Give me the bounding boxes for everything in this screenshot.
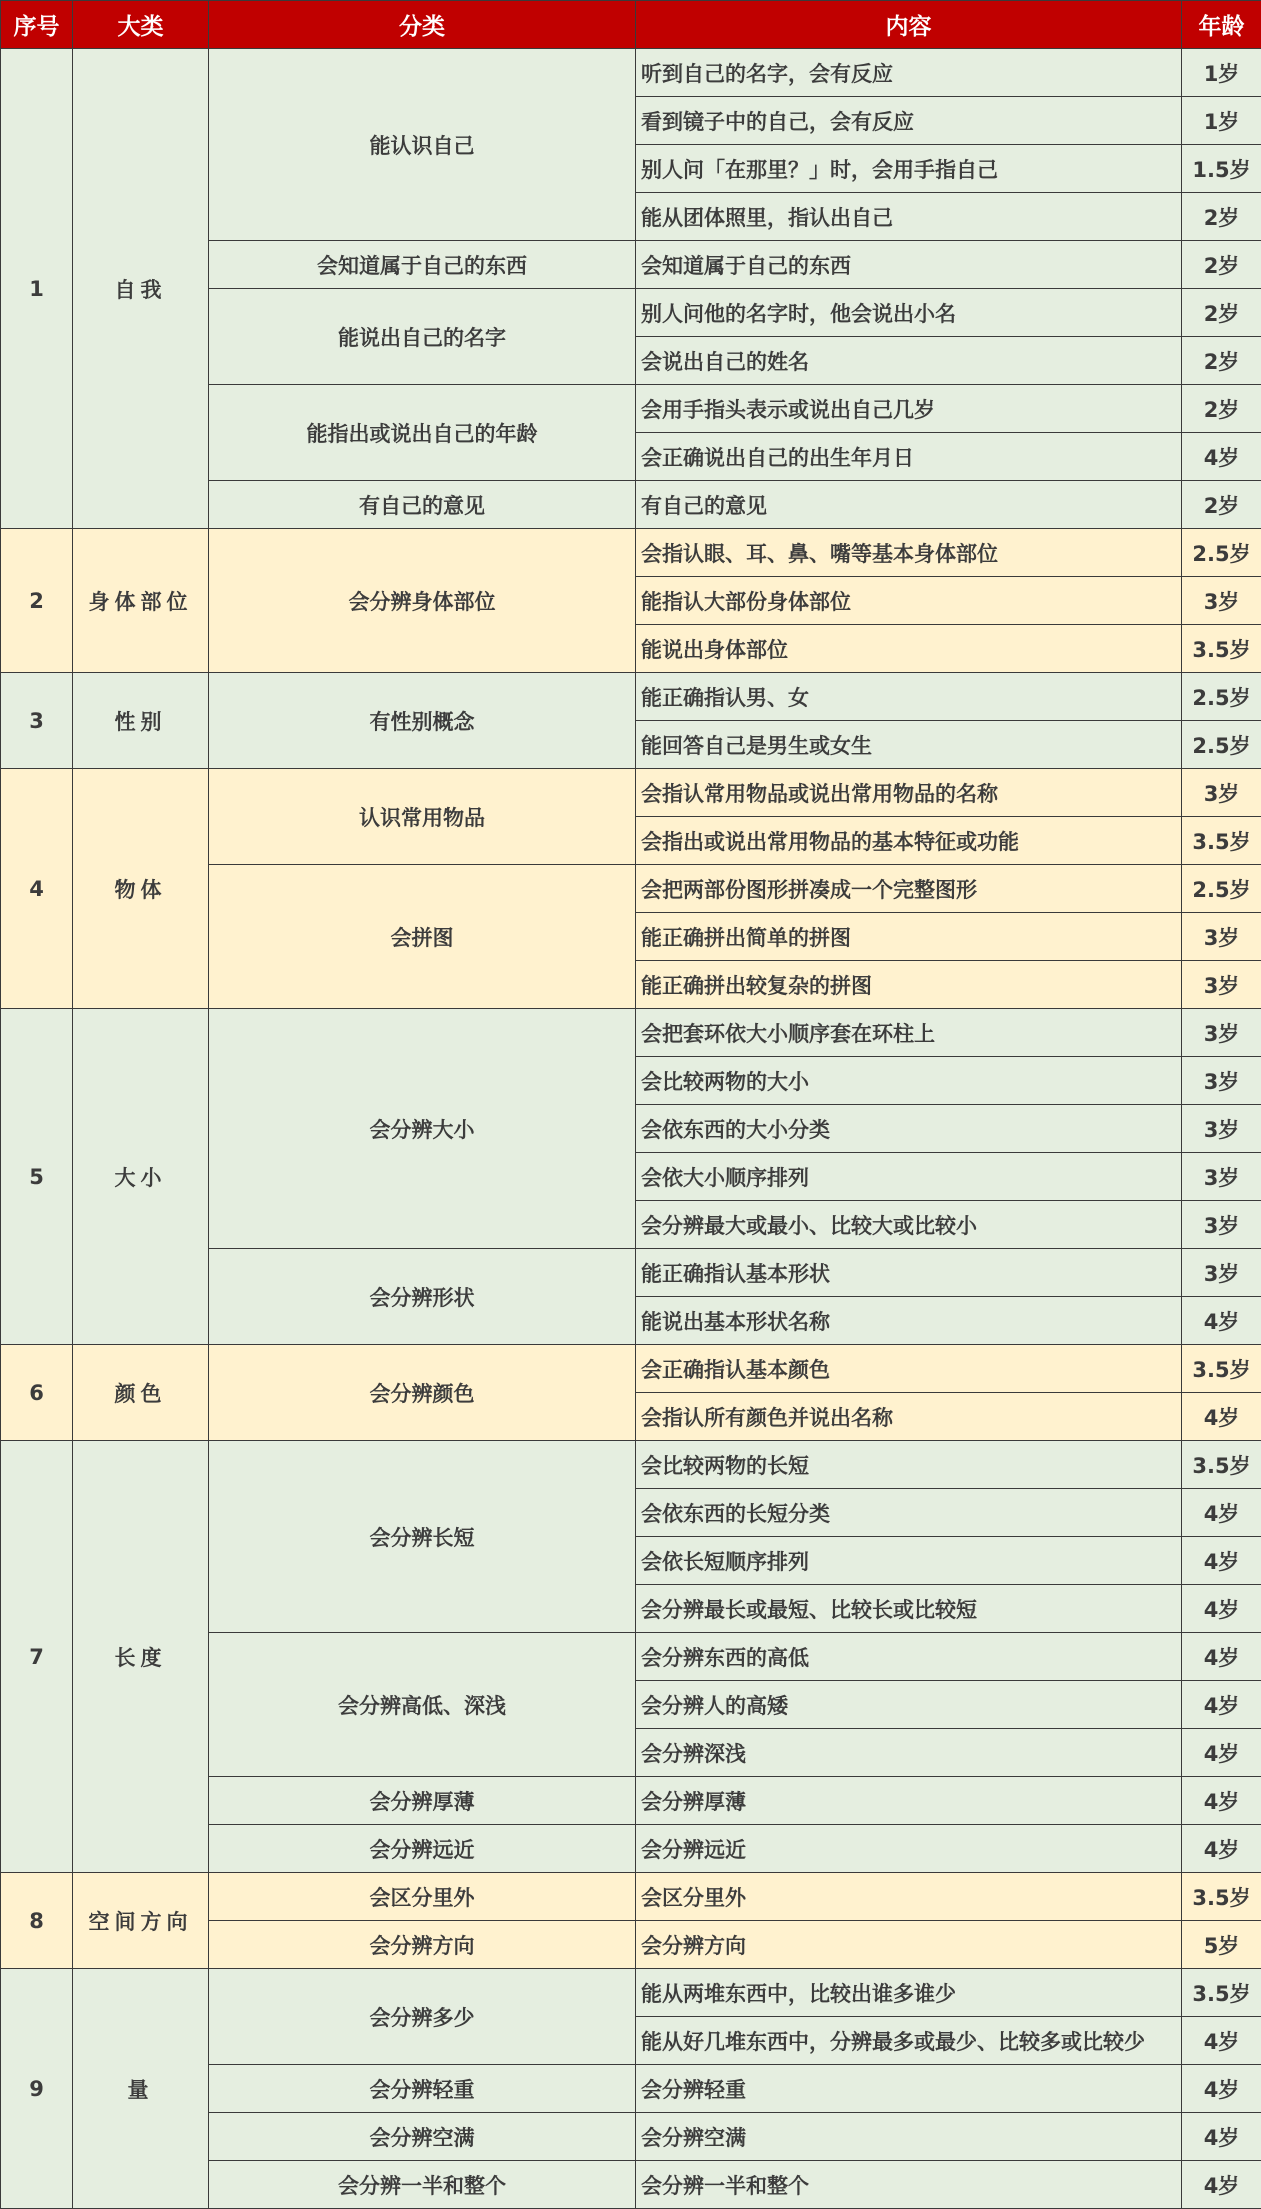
content-cell: 会分辨最长或最短、比较长或比较短 xyxy=(636,1585,1182,1633)
category-cell: 大小 xyxy=(73,1009,209,1345)
content-cell: 会指认常用物品或说出常用物品的名称 xyxy=(636,769,1182,817)
subcategory-cell: 有性别概念 xyxy=(209,673,636,769)
subcategory-cell: 会区分里外 xyxy=(209,1873,636,1921)
content-cell: 能回答自己是男生或女生 xyxy=(636,721,1182,769)
table-row xyxy=(1,49,1261,97)
age-cell: 1岁 xyxy=(1182,97,1261,145)
age-cell: 4岁 xyxy=(1182,1777,1261,1825)
category-cell: 身体部位 xyxy=(73,529,209,673)
subcategory-cell: 会分辨形状 xyxy=(209,1249,636,1345)
table-row xyxy=(1,1441,1261,1489)
content-cell: 别人问他的名字时，他会说出小名 xyxy=(636,289,1182,337)
age-cell: 3岁 xyxy=(1182,913,1261,961)
subcategory-cell: 会分辨身体部位 xyxy=(209,529,636,673)
subcategory-cell: 会分辨长短 xyxy=(209,1441,636,1633)
content-cell: 会分辨方向 xyxy=(636,1921,1182,1969)
group-index-cell: 5 xyxy=(1,1009,73,1345)
content-cell: 能正确指认男、女 xyxy=(636,673,1182,721)
table-row xyxy=(1,1009,1261,1057)
content-cell: 会把套环依大小顺序套在环柱上 xyxy=(636,1009,1182,1057)
age-cell: 3岁 xyxy=(1182,769,1261,817)
table-row xyxy=(1,1345,1261,1393)
content-cell: 会比较两物的长短 xyxy=(636,1441,1182,1489)
content-cell: 能从好几堆东西中，分辨最多或最少、比较多或比较少 xyxy=(636,2017,1182,2065)
category-cell: 物体 xyxy=(73,769,209,1009)
table-row xyxy=(1,1873,1261,1921)
content-cell: 会分辨深浅 xyxy=(636,1729,1182,1777)
group-index-cell: 3 xyxy=(1,673,73,769)
content-cell: 能正确拼出较复杂的拼图 xyxy=(636,961,1182,1009)
group-index-cell: 4 xyxy=(1,769,73,1009)
content-cell: 会指出或说出常用物品的基本特征或功能 xyxy=(636,817,1182,865)
content-cell: 会指认眼、耳、鼻、嘴等基本身体部位 xyxy=(636,529,1182,577)
content-cell: 会依长短顺序排列 xyxy=(636,1537,1182,1585)
age-cell: 3岁 xyxy=(1182,1153,1261,1201)
content-cell: 能从两堆东西中，比较出谁多谁少 xyxy=(636,1969,1182,2017)
content-cell: 会分辨轻重 xyxy=(636,2065,1182,2113)
group-index-cell: 7 xyxy=(1,1441,73,1873)
category-cell: 空间方向 xyxy=(73,1873,209,1969)
subcategory-cell: 会分辨颜色 xyxy=(209,1345,636,1441)
age-cell: 3.5岁 xyxy=(1182,625,1261,673)
content-cell: 会分辨人的高矮 xyxy=(636,1681,1182,1729)
age-cell: 3岁 xyxy=(1182,1201,1261,1249)
category-cell: 长度 xyxy=(73,1441,209,1873)
content-cell: 会正确说出自己的出生年月日 xyxy=(636,433,1182,481)
content-cell: 会指认所有颜色并说出名称 xyxy=(636,1393,1182,1441)
category-cell: 自我 xyxy=(73,49,209,529)
age-cell: 4岁 xyxy=(1182,433,1261,481)
subcategory-cell: 会分辨厚薄 xyxy=(209,1777,636,1825)
age-cell: 3岁 xyxy=(1182,1249,1261,1297)
group-index-cell: 1 xyxy=(1,49,73,529)
age-cell: 4岁 xyxy=(1182,2065,1261,2113)
age-cell: 3岁 xyxy=(1182,1009,1261,1057)
header-content: 内容 xyxy=(636,1,1182,49)
age-cell: 2岁 xyxy=(1182,481,1261,529)
category-cell: 性别 xyxy=(73,673,209,769)
group-index-cell: 8 xyxy=(1,1873,73,1969)
header-category: 大类 xyxy=(73,1,209,49)
age-cell: 4岁 xyxy=(1182,2113,1261,2161)
age-cell: 4岁 xyxy=(1182,1633,1261,1681)
age-cell: 3.5岁 xyxy=(1182,817,1261,865)
age-cell: 1岁 xyxy=(1182,49,1261,97)
subcategory-cell: 会知道属于自己的东西 xyxy=(209,241,636,289)
subcategory-cell: 能说出自己的名字 xyxy=(209,289,636,385)
subcategory-cell: 会拼图 xyxy=(209,865,636,1009)
content-cell: 会知道属于自己的东西 xyxy=(636,241,1182,289)
age-cell: 2岁 xyxy=(1182,241,1261,289)
age-cell: 3.5岁 xyxy=(1182,1441,1261,1489)
subcategory-cell: 会分辨轻重 xyxy=(209,2065,636,2113)
age-cell: 4岁 xyxy=(1182,1297,1261,1345)
content-cell: 会比较两物的大小 xyxy=(636,1057,1182,1105)
content-cell: 会依东西的长短分类 xyxy=(636,1489,1182,1537)
subcategory-cell: 有自己的意见 xyxy=(209,481,636,529)
age-cell: 3.5岁 xyxy=(1182,1969,1261,2017)
group-index-cell: 6 xyxy=(1,1345,73,1441)
header-subcategory: 分类 xyxy=(209,1,636,49)
content-cell: 会依东西的大小分类 xyxy=(636,1105,1182,1153)
content-cell: 别人问「在那里？」时，会用手指自己 xyxy=(636,145,1182,193)
age-cell: 3岁 xyxy=(1182,577,1261,625)
subcategory-cell: 会分辨一半和整个 xyxy=(209,2161,636,2209)
subcategory-cell: 会分辨远近 xyxy=(209,1825,636,1873)
age-cell: 2.5岁 xyxy=(1182,865,1261,913)
content-cell: 能正确指认基本形状 xyxy=(636,1249,1182,1297)
age-cell: 3.5岁 xyxy=(1182,1345,1261,1393)
header-row xyxy=(1,1,1261,49)
age-cell: 1.5岁 xyxy=(1182,145,1261,193)
age-cell: 4岁 xyxy=(1182,2161,1261,2209)
content-cell: 能正确拼出简单的拼图 xyxy=(636,913,1182,961)
content-cell: 听到自己的名字，会有反应 xyxy=(636,49,1182,97)
content-cell: 有自己的意见 xyxy=(636,481,1182,529)
content-cell: 会正确指认基本颜色 xyxy=(636,1345,1182,1393)
content-cell: 能从团体照里，指认出自己 xyxy=(636,193,1182,241)
content-cell: 看到镜子中的自己，会有反应 xyxy=(636,97,1182,145)
age-cell: 3.5岁 xyxy=(1182,1873,1261,1921)
subcategory-cell: 会分辨方向 xyxy=(209,1921,636,1969)
age-cell: 5岁 xyxy=(1182,1921,1261,1969)
age-cell: 2.5岁 xyxy=(1182,529,1261,577)
table-row xyxy=(1,1969,1261,2017)
table-row xyxy=(1,673,1261,721)
subcategory-cell: 认识常用物品 xyxy=(209,769,636,865)
content-cell: 能说出基本形状名称 xyxy=(636,1297,1182,1345)
content-cell: 会分辨最大或最小、比较大或比较小 xyxy=(636,1201,1182,1249)
content-cell: 会说出自己的姓名 xyxy=(636,337,1182,385)
content-cell: 会分辨厚薄 xyxy=(636,1777,1182,1825)
content-cell: 会区分里外 xyxy=(636,1873,1182,1921)
age-cell: 4岁 xyxy=(1182,2017,1261,2065)
subcategory-cell: 能认识自己 xyxy=(209,49,636,241)
age-cell: 2.5岁 xyxy=(1182,721,1261,769)
header-index: 序号 xyxy=(1,1,73,49)
content-cell: 会依大小顺序排列 xyxy=(636,1153,1182,1201)
table-row xyxy=(1,769,1261,817)
content-cell: 能指认大部份身体部位 xyxy=(636,577,1182,625)
age-cell: 2岁 xyxy=(1182,193,1261,241)
group-index-cell: 9 xyxy=(1,1969,73,2209)
header-age: 年龄 xyxy=(1182,1,1261,49)
age-cell: 4岁 xyxy=(1182,1489,1261,1537)
age-cell: 3岁 xyxy=(1182,1105,1261,1153)
age-cell: 4岁 xyxy=(1182,1537,1261,1585)
table-body xyxy=(1,49,1261,2209)
age-cell: 3岁 xyxy=(1182,961,1261,1009)
content-cell: 会分辨远近 xyxy=(636,1825,1182,1873)
age-cell: 4岁 xyxy=(1182,1825,1261,1873)
content-cell: 会分辨空满 xyxy=(636,2113,1182,2161)
age-cell: 2岁 xyxy=(1182,385,1261,433)
subcategory-cell: 会分辨空满 xyxy=(209,2113,636,2161)
group-index-cell: 2 xyxy=(1,529,73,673)
content-cell: 会分辨一半和整个 xyxy=(636,2161,1182,2209)
age-cell: 4岁 xyxy=(1182,1585,1261,1633)
table-row xyxy=(1,529,1261,577)
age-cell: 4岁 xyxy=(1182,1729,1261,1777)
age-cell: 3岁 xyxy=(1182,1057,1261,1105)
subcategory-cell: 会分辨多少 xyxy=(209,1969,636,2065)
content-cell: 能说出身体部位 xyxy=(636,625,1182,673)
age-cell: 2岁 xyxy=(1182,337,1261,385)
subcategory-cell: 能指出或说出自己的年龄 xyxy=(209,385,636,481)
content-cell: 会把两部份图形拼凑成一个完整图形 xyxy=(636,865,1182,913)
age-cell: 4岁 xyxy=(1182,1681,1261,1729)
content-cell: 会分辨东西的高低 xyxy=(636,1633,1182,1681)
age-cell: 2.5岁 xyxy=(1182,673,1261,721)
age-cell: 2岁 xyxy=(1182,289,1261,337)
age-cell: 4岁 xyxy=(1182,1393,1261,1441)
subcategory-cell: 会分辨高低、深浅 xyxy=(209,1633,636,1777)
category-cell: 颜色 xyxy=(73,1345,209,1441)
subcategory-cell: 会分辨大小 xyxy=(209,1009,636,1249)
content-cell: 会用手指头表示或说出自己几岁 xyxy=(636,385,1182,433)
category-cell: 量 xyxy=(73,1969,209,2209)
